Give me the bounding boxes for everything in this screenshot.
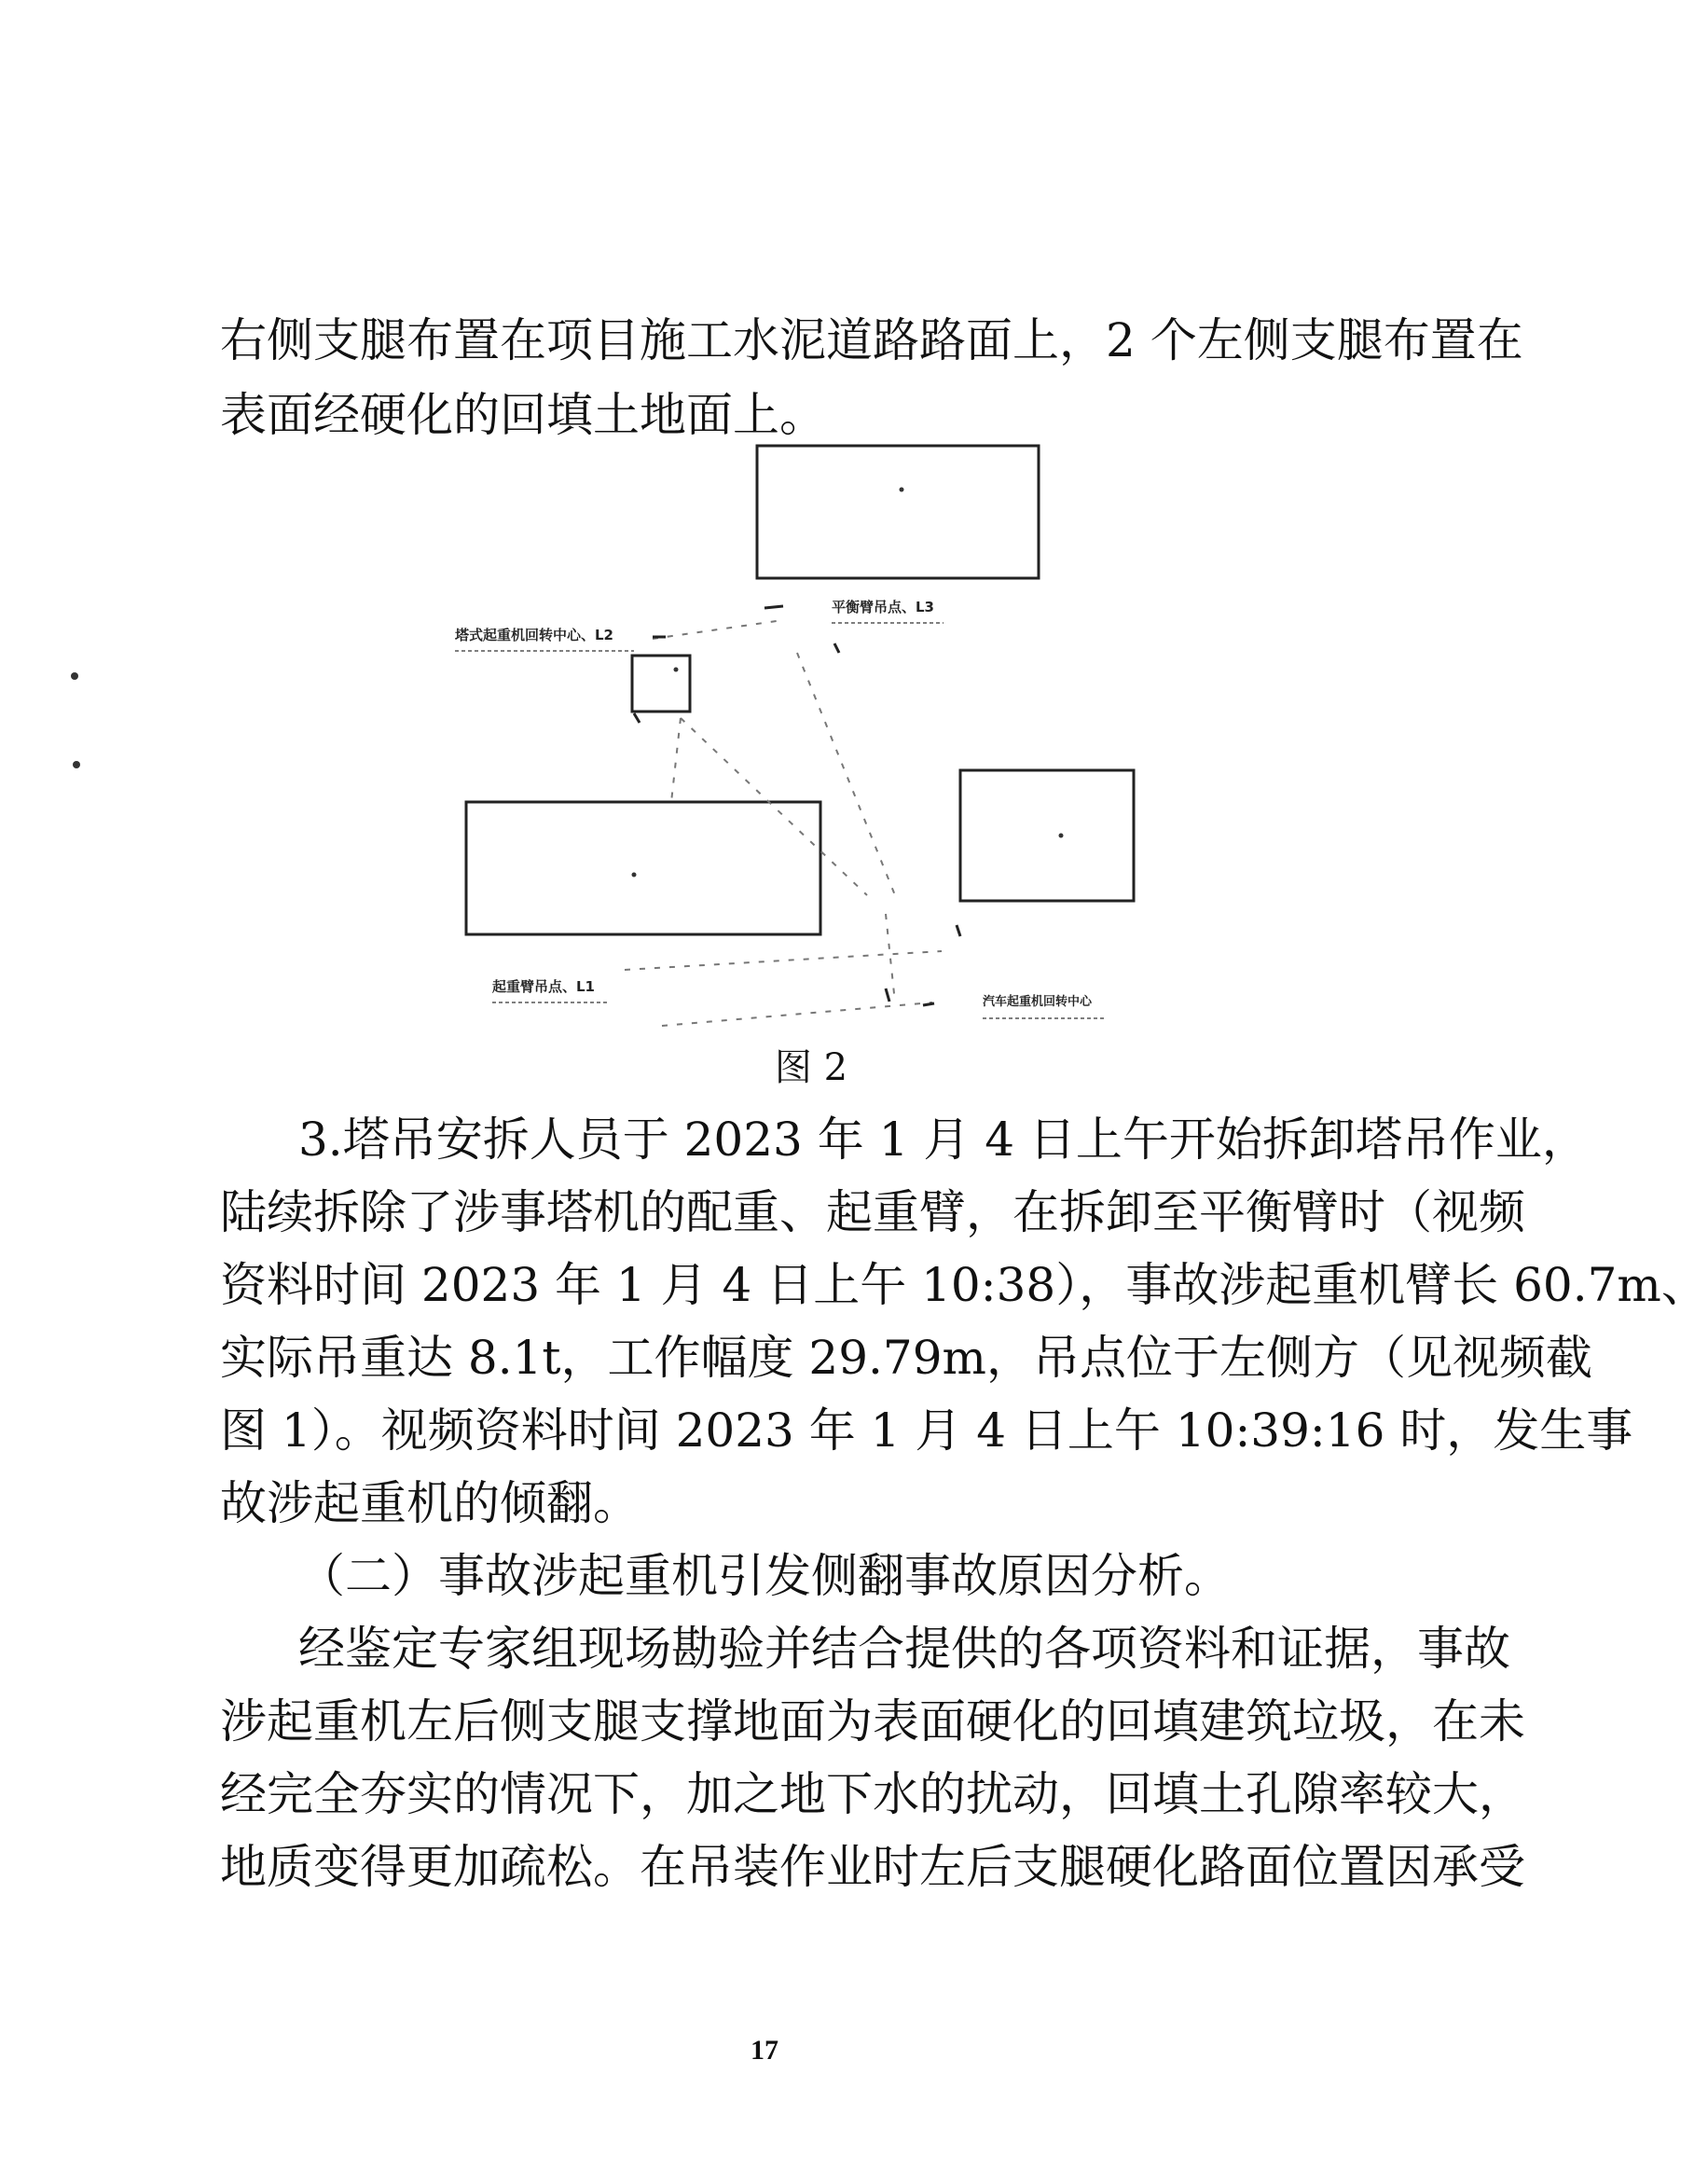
para3-line-4: 实际吊重达 8.1t，工作幅度 29.79m，吊点位于左侧方（见视频截 [220,1331,1592,1385]
page-number: 17 [751,2035,778,2066]
intro-line-1: 右侧支腿布置在项目施工水泥道路路面上，2 个左侧支腿布置在 [220,313,1523,367]
para4-line-3: 经完全夯实的情况下，加之地下水的扰动，回填土孔隙率较大， [220,1767,1525,1821]
section-heading: （二）事故涉起重机引发侧翻事故原因分析。 [298,1549,1231,1603]
balance-arm-block [757,446,1039,578]
para3-line-1 [220,1112,1589,1168]
para4-line-1 [220,1621,1510,1677]
boom-block [466,802,820,934]
truck-crane-center-label: 汽车起重机回转中心 [983,995,1093,1009]
figure-2-diagram [0,0,1533,1054]
para3-line-3: 资料时间 2023 年 1 月 4 日上午 10:38），事故涉起重机臂长 60.7m、 [220,1258,1708,1312]
para4-line-2: 涉起重机左后侧支腿支撑地面为表面硬化的回填建筑垃圾，在未 [220,1694,1525,1748]
truck-crane-block [960,770,1134,901]
balance-arm-point-label: 平衡臂吊点、L3 [832,599,934,615]
para3-line-5: 图 1）。视频资料时间 2023 年 1 月 4 日上午 10:39:16 时，发生事 [220,1403,1633,1458]
tower-crane-block [632,656,690,712]
para4-line-1-text: 经鉴定专家组现场勘验并结合提供的各项资料和证据，事故 [298,1622,1510,1676]
intro-line-2: 表面经硬化的回填土地面上。 [220,388,826,442]
para3-line-2: 陆续拆除了涉事塔机的配重、起重臂，在拆卸至平衡臂时（视频 [220,1185,1525,1239]
para3-line-1-text: 3.塔吊安拆人员于 2023 年 1 月 4 日上午开始拆卸塔吊作业， [298,1113,1589,1167]
tower-crane-center-label: 塔式起重机回转中心、L2 [455,627,613,643]
para4-line-4: 地质变得更加疏松。在吊装作业时左后支腿硬化路面位置因承受 [220,1840,1525,1894]
figure-caption: 图 2 [774,1046,848,1089]
boom-point-label: 起重臂吊点、L1 [492,978,595,995]
para3-line-6: 故涉起重机的倾翻。 [220,1476,640,1530]
